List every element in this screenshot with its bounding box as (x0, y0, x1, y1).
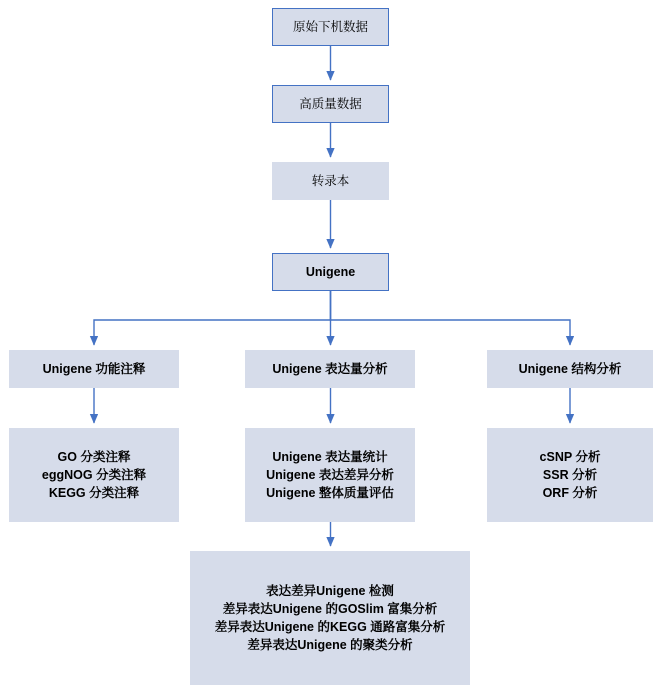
node-structure-analysis-details-line: ORF 分析 (542, 486, 598, 501)
node-unigene-expression-analysis (245, 350, 415, 388)
node-unigene-line: Unigene (305, 264, 356, 279)
node-differential-expression-details-line: 差异表达Unigene 的GOSlim 富集分析 (222, 601, 438, 616)
node-raw-data-line: 原始下机数据 (292, 19, 368, 34)
node-unigene-function-annotation-line: Unigene 功能注释 (42, 361, 146, 376)
node-transcript-line: 转录本 (311, 173, 350, 188)
node-unigene-structure-analysis-line: Unigene 结构分析 (518, 361, 622, 376)
node-differential-expression-details-line: 差异表达Unigene 的KEGG 通路富集分析 (214, 620, 446, 634)
node-expression-analysis-details-line: Unigene 表达差异分析 (266, 467, 394, 482)
node-expression-analysis-details-line: Unigene 表达量统计 (272, 449, 388, 464)
node-unigene (272, 253, 389, 291)
node-structure-analysis-details-line: cSNP 分析 (539, 449, 601, 464)
node-transcript (272, 162, 389, 200)
node-unigene-expression-analysis-line: Unigene 表达量分析 (272, 361, 388, 376)
node-unigene-structure-analysis (487, 350, 653, 388)
node-function-annotation-details-line: GO 分类注释 (57, 449, 131, 464)
node-expression-analysis-details-line: Unigene 整体质量评估 (266, 486, 394, 501)
node-structure-analysis-details-line: SSR 分析 (542, 467, 598, 482)
node-differential-expression-details-line: 差异表达Unigene 的聚类分析 (247, 638, 413, 653)
node-high-quality-data-line: 高质量数据 (299, 96, 362, 111)
node-function-annotation-details-line: eggNOG 分类注释 (41, 467, 147, 482)
node-raw-data (272, 8, 389, 46)
node-structure-analysis-details (487, 428, 653, 522)
node-differential-expression-details (190, 551, 470, 685)
node-high-quality-data (272, 85, 389, 123)
edge-unigene-to-func (94, 291, 331, 345)
node-function-annotation-details-line: KEGG 分类注释 (48, 486, 140, 501)
node-expression-analysis-details (245, 428, 415, 522)
node-differential-expression-details-line: 表达差异Unigene 检测 (266, 583, 394, 598)
edge-unigene-to-struct (331, 291, 571, 345)
node-function-annotation-details (9, 428, 179, 522)
node-unigene-function-annotation (9, 350, 179, 388)
